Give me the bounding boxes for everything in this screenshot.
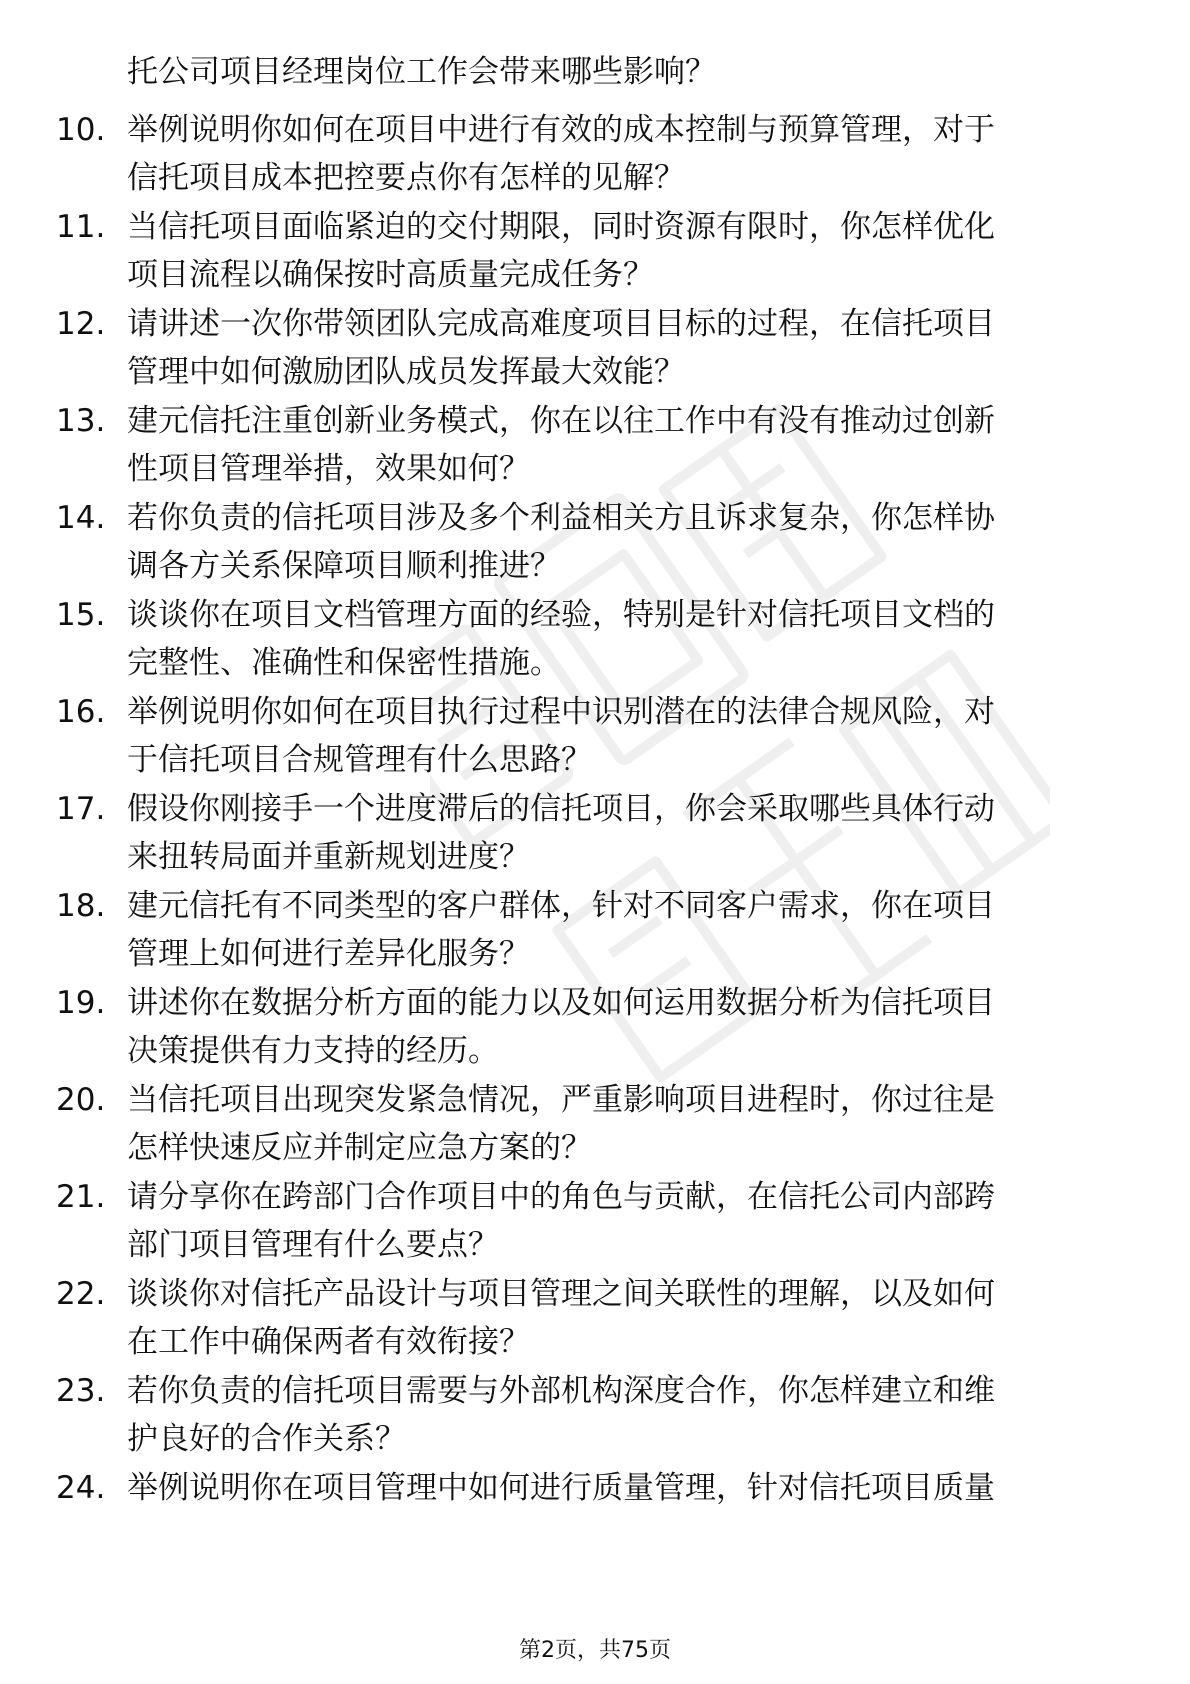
question-number: 20.: [56, 1082, 106, 1118]
question-text-line-1: 举例说明你在项目管理中如何进行质量管理，针对信托项目质量: [127, 1470, 995, 1506]
question-number: 15.: [56, 597, 106, 633]
page-number-label: 第2页，共75页: [519, 1638, 671, 1663]
page-footer: [0, 1636, 1190, 1666]
question-text-line-2: 来扭转局面并重新规划进度？: [127, 839, 530, 875]
question-text-line-1: 若你负责的信托项目涉及多个利益相关方且诉求复杂，你怎样协: [127, 500, 995, 536]
question-text-line-2: 调各方关系保障项目顺利推进？: [127, 548, 561, 584]
question-text-line-1: 建元信托注重创新业务模式，你在以往工作中有没有推动过创新: [127, 403, 995, 439]
question-text-line-2: 部门项目管理有什么要点？: [127, 1227, 499, 1263]
question-text-line-1: 当信托项目面临紧迫的交付期限，同时资源有限时，你怎样优化: [127, 209, 995, 245]
question-text-line-1: 谈谈你在项目文档管理方面的经验，特别是针对信托项目文档的: [127, 597, 995, 633]
question-text-line-1: 举例说明你如何在项目中进行有效的成本控制与预算管理，对于: [127, 112, 995, 148]
question-text-line-1: 讲述你在数据分析方面的能力以及如何运用数据分析为信托项目: [127, 985, 995, 1021]
question-number: 11.: [56, 209, 106, 245]
question-number: 14.: [56, 500, 106, 536]
question-text-line-2: 完整性、准确性和保密性措施。: [127, 645, 561, 681]
question-number: 22.: [56, 1276, 106, 1312]
question-text-line-1: 举例说明你如何在项目执行过程中识别潜在的法律合规风险，对: [127, 694, 995, 730]
question-number: 23.: [56, 1373, 106, 1409]
question-text-line-2: 项目流程以确保按时高质量完成任务？: [127, 257, 654, 293]
question-text-line-2: 性项目管理举措，效果如何？: [127, 451, 530, 487]
question-number: 12.: [56, 306, 106, 342]
question-number: 18.: [56, 888, 106, 924]
question-text-line-1: 当信托项目出现突发紧急情况，严重影响项目进程时，你过往是: [127, 1082, 995, 1118]
question-text-line-1: 若你负责的信托项目需要与外部机构深度合作，你怎样建立和维: [127, 1373, 995, 1409]
continuation-text: 托公司项目经理岗位工作会带来哪些影响？: [127, 54, 716, 90]
question-number: 17.: [56, 791, 106, 827]
question-text-line-2: 管理上如何进行差异化服务？: [127, 936, 530, 972]
question-text-line-2: 护良好的合作关系？: [127, 1421, 406, 1457]
question-text-line-2: 管理中如何激励团队成员发挥最大效能？: [127, 354, 685, 390]
question-text-line-1: 谈谈你对信托产品设计与项目管理之间关联性的理解，以及如何: [127, 1276, 995, 1312]
question-number: 21.: [56, 1179, 106, 1215]
question-text-line-1: 请讲述一次你带领团队完成高难度项目目标的过程，在信托项目: [127, 306, 995, 342]
question-text-line-2: 信托项目成本把控要点你有怎样的见解？: [127, 160, 685, 196]
question-number: 24.: [56, 1470, 106, 1506]
question-text-line-1: 建元信托有不同类型的客户群体，针对不同客户需求，你在项目: [127, 888, 995, 924]
question-text-line-2: 在工作中确保两者有效衔接？: [127, 1324, 530, 1360]
question-text-line-2: 决策提供有力支持的经历。: [127, 1033, 499, 1069]
question-number: 16.: [56, 694, 106, 730]
question-number: 19.: [56, 985, 106, 1021]
question-text-line-1: 请分享你在跨部门合作项目中的角色与贡献，在信托公司内部跨: [127, 1179, 995, 1215]
question-number: 10.: [56, 112, 106, 148]
question-number: 13.: [56, 403, 106, 439]
question-text-line-2: 于信托项目合规管理有什么思路？: [127, 742, 592, 778]
question-text-line-1: 假设你刚接手一个进度滞后的信托项目，你会采取哪些具体行动: [127, 791, 995, 827]
question-text-line-2: 怎样快速反应并制定应急方案的？: [127, 1130, 592, 1166]
